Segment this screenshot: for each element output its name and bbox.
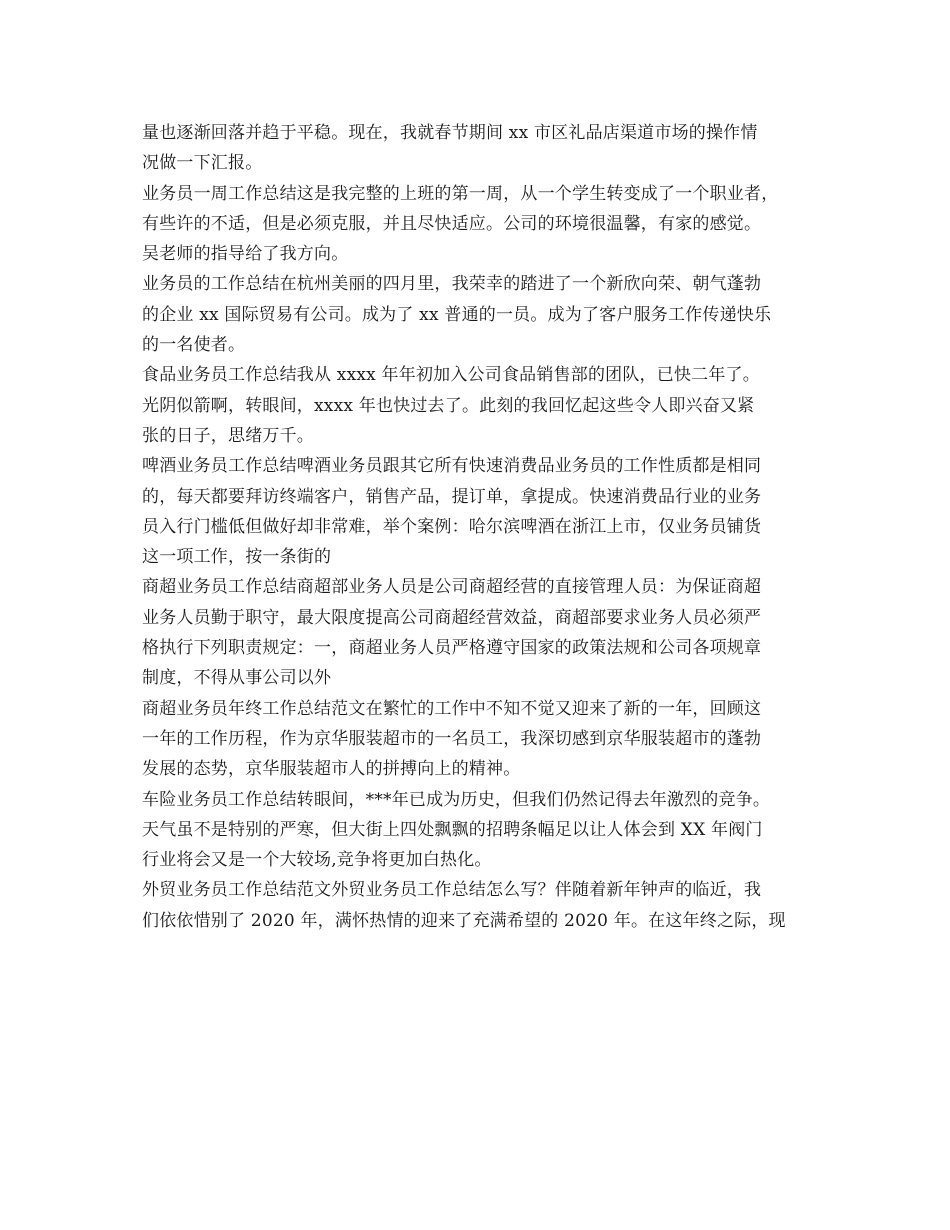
text-line: 的，每天都要拜访终端客户，销售产品，提订单，拿提成。快速消费品行业的业务 xyxy=(142,486,762,507)
text-line: 的一名使者。 xyxy=(142,335,246,356)
text-line: 车险业务员工作总结转眼间，***年已成为历史，但我们仍然记得去年激烈的竞争。 xyxy=(142,789,771,810)
text-line: 吴老师的指导给了我方向。 xyxy=(142,244,349,265)
text-line: 商超业务员年终工作总结范文在繁忙的工作中不知不觉又迎来了新的一年，回顾这 xyxy=(142,698,762,719)
text-line: 员入行门槛低但做好却非常难，举个案例：哈尔滨啤酒在浙江上市，仅业务员铺货 xyxy=(142,516,762,537)
text-line: 的企业 xx 国际贸易有公司。成为了 xx 普通的一员。成为了客户服务工作传递快乐 xyxy=(142,304,772,325)
text-line: 张的日子，思绪万千。 xyxy=(142,425,314,446)
text-line: 业务人员勤于职守，最大限度提高公司商超经营效益，商超部要求业务人员必须严 xyxy=(142,607,762,628)
text-line: 光阴似箭啊，转眼间，xxxx 年也快过去了。此刻的我回忆起这些令人即兴奋又紧 xyxy=(142,395,755,416)
text-line: 外贸业务员工作总结范文外贸业务员工作总结怎么写？伴随着新年钟声的临近，我 xyxy=(142,880,762,901)
text-line: 格执行下列职责规定：一，商超业务人员严格遵守国家的政策法规和公司各项规章 xyxy=(142,638,762,659)
text-line: 这一项工作，按一条街的 xyxy=(142,547,332,568)
text-line: 食品业务员工作总结我从 xxxx 年年初加入公司食品销售部的团队，已快二年了。 xyxy=(142,365,760,386)
text-line: 况做一下汇报。 xyxy=(142,153,263,174)
text-line: 啤酒业务员工作总结啤酒业务员跟其它所有快速消费品业务员的工作性质都是相同 xyxy=(142,456,762,477)
text-line: 行业将会又是一个大较场,竞争将更加白热化。 xyxy=(142,850,492,871)
text-line: 商超业务员工作总结商超部业务人员是公司商超经营的直接管理人员：为保证商超 xyxy=(142,577,762,598)
text-line: 业务员的工作总结在杭州美丽的四月里，我荣幸的踏进了一个新欣向荣、朝气蓬勃 xyxy=(142,274,762,295)
text-line: 们依依惜别了 2020 年，满怀热情的迎来了充满希望的 2020 年。在这年终之际，现 xyxy=(142,910,786,931)
text-line: 天气虽不是特别的严寒，但大街上四处飘飘的招聘条幅足以让人体会到 XX 年阀门 xyxy=(142,819,763,840)
text-line: 业务员一周工作总结这是我完整的上班的第一周，从一个学生转变成了一个职业者， xyxy=(142,183,779,204)
text-line: 有些许的不适，但是必须克服，并且尽快适应。公司的环境很温馨，有家的感觉。 xyxy=(142,213,762,234)
document-body xyxy=(142,118,822,936)
text-line: 一年的工作历程，作为京华服装超市的一名员工，我深切感到京华服装超市的蓬勃 xyxy=(142,728,762,749)
text-line: 制度，不得从事公司以外 xyxy=(142,668,332,689)
text-line: 发展的态势，京华服装超市人的拼搏向上的精神。 xyxy=(142,759,521,780)
text-line: 量也逐渐回落并趋于平稳。现在，我就春节期间 xx 市区礼品店渠道市场的操作情 xyxy=(142,123,758,143)
